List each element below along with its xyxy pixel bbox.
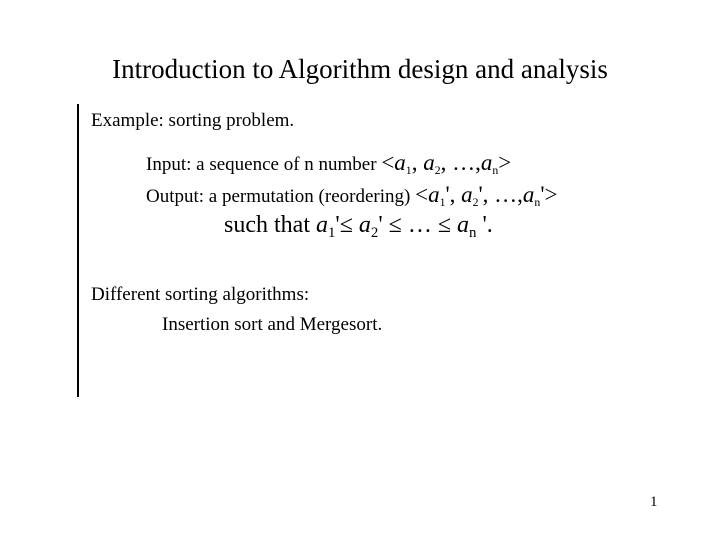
input-sep2: , …, bbox=[440, 150, 481, 175]
input-prefix: Input: a sequence of n number bbox=[146, 154, 382, 175]
such-that-end: '. bbox=[476, 212, 493, 238]
such-that-a1: a bbox=[315, 212, 328, 238]
output-sub2: 2 bbox=[472, 196, 479, 210]
output-subn: n bbox=[534, 196, 541, 210]
output-line bbox=[146, 182, 557, 208]
such-that-line bbox=[224, 212, 493, 242]
input-open: < bbox=[381, 150, 395, 175]
such-that-sub1: 1 bbox=[327, 225, 336, 242]
such-that-rel2: ' ≤ … ≤ bbox=[378, 212, 458, 238]
such-that-rel1: '≤ bbox=[335, 212, 359, 238]
input-sub1: 1 bbox=[405, 164, 412, 178]
input-an: a bbox=[480, 150, 493, 175]
output-prime-n: '> bbox=[540, 182, 558, 207]
input-subn: n bbox=[492, 164, 499, 178]
output-prefix: Output: a permutation (reordering) bbox=[146, 186, 416, 207]
input-sub2: 2 bbox=[434, 164, 441, 178]
output-sub1: 1 bbox=[439, 196, 446, 210]
such-that-prefix: such that bbox=[224, 212, 316, 238]
different-algorithms-label: Different sorting algorithms: bbox=[91, 284, 310, 305]
page-number: 1 bbox=[650, 494, 658, 510]
such-that-an: a bbox=[457, 212, 470, 238]
such-that-a2: a bbox=[358, 212, 371, 238]
input-line bbox=[146, 150, 511, 176]
example-label: Example: sorting problem. bbox=[91, 110, 295, 131]
input-close: > bbox=[498, 150, 512, 175]
output-an: a bbox=[522, 182, 535, 207]
algorithms-list: Insertion sort and Mergesort. bbox=[162, 314, 383, 335]
output-a1: a bbox=[428, 182, 440, 207]
such-that-subn: n bbox=[469, 225, 477, 242]
input-a2: a bbox=[423, 150, 435, 175]
input-a1: a bbox=[394, 150, 406, 175]
output-open: < bbox=[415, 182, 429, 207]
such-that-sub2: 2 bbox=[370, 225, 379, 242]
output-a2: a bbox=[461, 182, 473, 207]
input-sep1: , bbox=[411, 150, 424, 175]
slide-title: Introduction to Algorithm design and analysis bbox=[112, 54, 608, 84]
output-prime2: ', …, bbox=[478, 182, 523, 207]
vertical-rule bbox=[77, 104, 79, 397]
output-prime1: ', bbox=[445, 182, 462, 207]
